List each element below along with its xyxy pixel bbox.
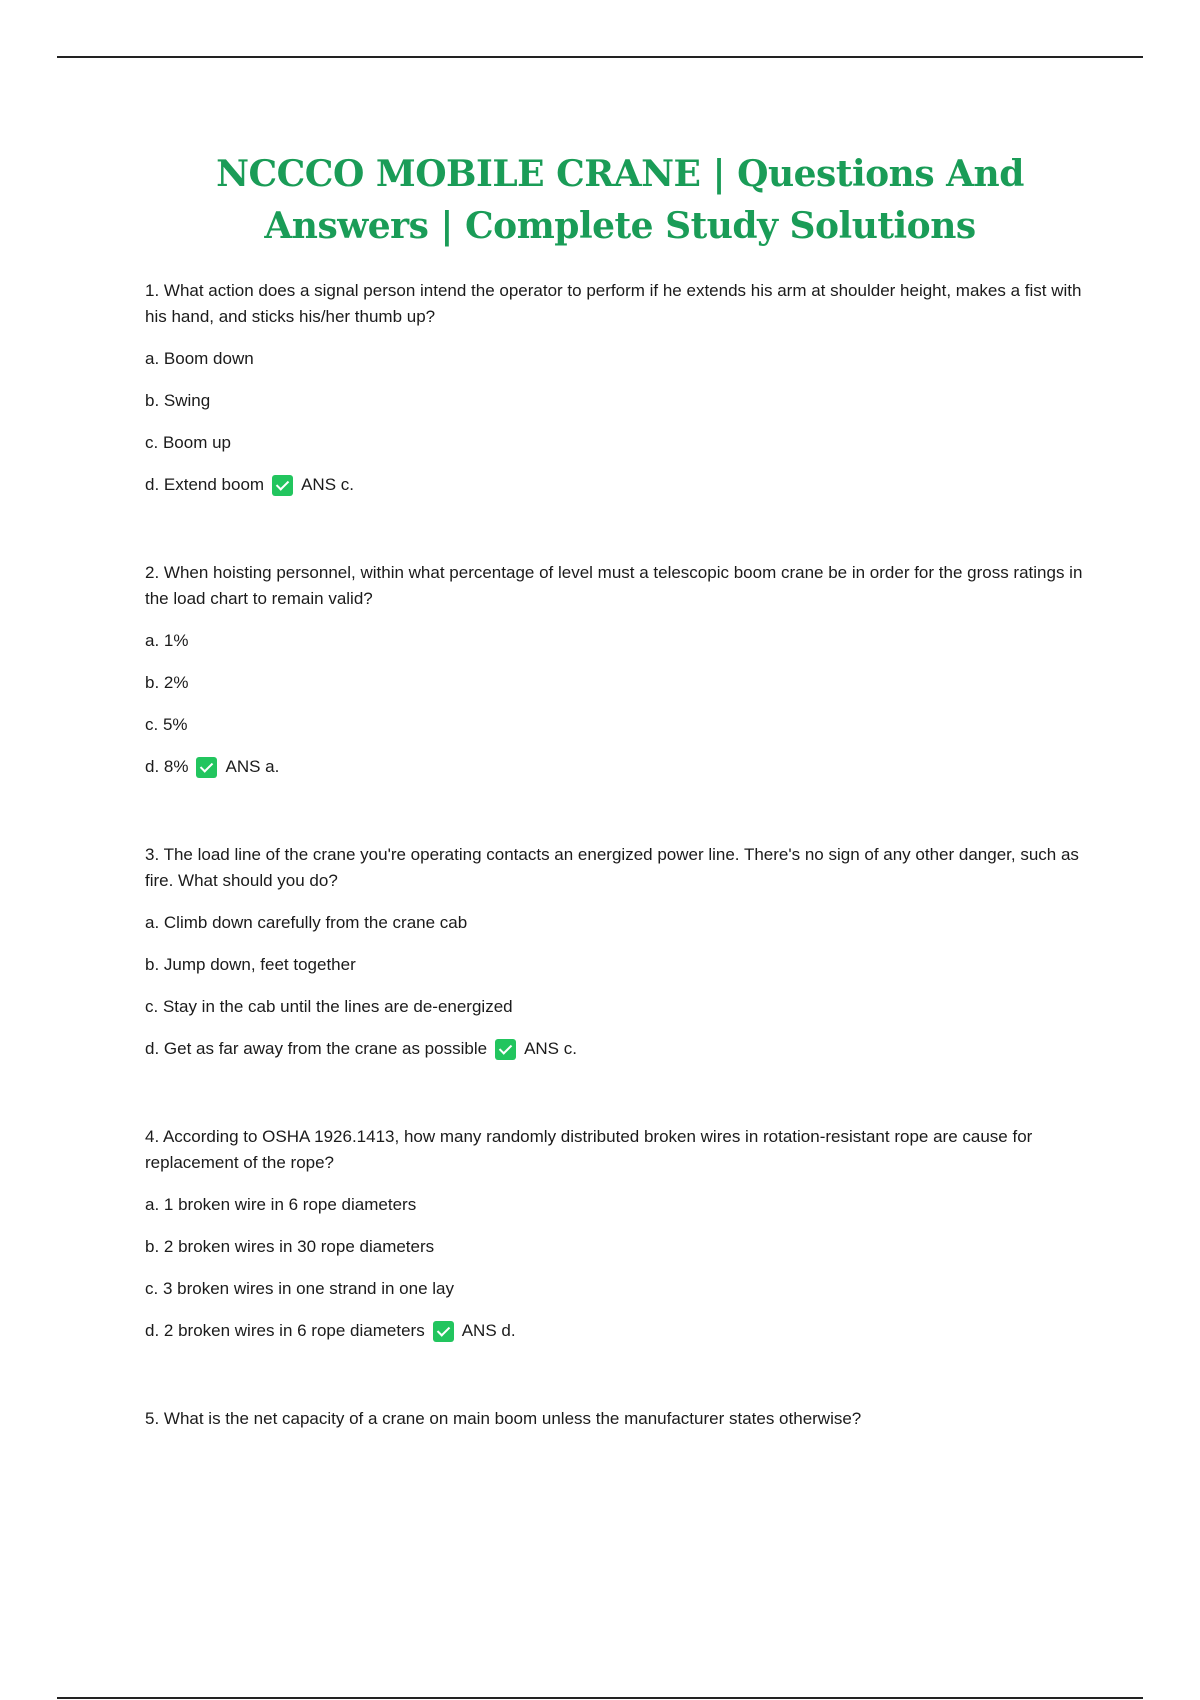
option-label: d. Extend boom <box>145 475 265 494</box>
check-icon <box>433 1321 454 1342</box>
question-block <box>145 560 1095 780</box>
option-b <box>145 1234 1095 1260</box>
option-b <box>145 952 1095 978</box>
option-a <box>145 628 1095 654</box>
option-label: b. 2 broken wires in 30 rope diameters <box>145 1237 435 1256</box>
check-icon <box>495 1039 516 1060</box>
question-text: 4. According to OSHA 1926.1413, how many randomly distributed broken wires in rotation-resistant rope are cause for replacement of the rope? <box>145 1127 1033 1172</box>
question-text: 5. What is the net capacity of a crane on main boom unless the manufacturer states otherwise? <box>145 1409 862 1428</box>
option-label: b. Swing <box>145 391 211 410</box>
option-label: c. 5% <box>145 715 188 734</box>
answer-text: ANS a. <box>225 757 280 776</box>
option-label: d. 8% <box>145 757 189 776</box>
option-label: a. Boom down <box>145 349 254 368</box>
option-a <box>145 910 1095 936</box>
answer-indicator <box>196 754 279 780</box>
option-b <box>145 388 1095 414</box>
document-body <box>145 148 1095 1494</box>
option-label: b. Jump down, feet together <box>145 955 356 974</box>
answer-text: ANS c. <box>524 1039 577 1058</box>
check-icon <box>196 757 217 778</box>
option-b <box>145 670 1095 696</box>
option-label: d. 2 broken wires in 6 rope diameters <box>145 1321 425 1340</box>
option-label: a. 1% <box>145 631 189 650</box>
option-d <box>145 754 1095 780</box>
option-label: d. Get as far away from the crane as possible <box>145 1039 488 1058</box>
option-label: a. 1 broken wire in 6 rope diameters <box>145 1195 417 1214</box>
question-text: 3. The load line of the crane you're operating contacts an energized power line. There's no sign of any other danger, such as fire. What should you do? <box>145 845 1079 890</box>
question-block <box>145 278 1095 498</box>
question-block <box>145 1124 1095 1344</box>
option-c <box>145 994 1095 1020</box>
option-label: c. Stay in the cab until the lines are de-energized <box>145 997 513 1016</box>
answer-text: ANS d. <box>461 1321 516 1340</box>
option-d <box>145 1318 1095 1344</box>
answer-indicator <box>495 1036 577 1062</box>
option-c <box>145 430 1095 456</box>
option-label: a. Climb down carefully from the crane cab <box>145 913 468 932</box>
document-title: NCCCO MOBILE CRANE | Questions And Answers | Complete Study Solutions <box>216 153 1024 247</box>
bottom-rule <box>57 1697 1143 1699</box>
option-d <box>145 472 1095 498</box>
check-icon <box>272 475 293 496</box>
answer-indicator <box>272 472 354 498</box>
option-label: c. 3 broken wires in one strand in one lay <box>145 1279 455 1298</box>
question-block <box>145 842 1095 1062</box>
option-label: b. 2% <box>145 673 189 692</box>
question-text: 1. What action does a signal person intend the operator to perform if he extends his arm at shoulder height, makes a fist with his hand, and sticks his/her thumb up? <box>145 281 1082 326</box>
option-a <box>145 346 1095 372</box>
option-a <box>145 1192 1095 1218</box>
option-c <box>145 1276 1095 1302</box>
question-block <box>145 1406 1095 1432</box>
option-label: c. Boom up <box>145 433 231 452</box>
answer-indicator <box>433 1318 516 1344</box>
option-c <box>145 712 1095 738</box>
top-rule <box>57 56 1143 58</box>
option-d <box>145 1036 1095 1062</box>
question-text: 2. When hoisting personnel, within what percentage of level must a telescopic boom crane be in order for the gross ratings in the load chart to remain valid? <box>145 563 1083 608</box>
answer-text: ANS c. <box>301 475 354 494</box>
